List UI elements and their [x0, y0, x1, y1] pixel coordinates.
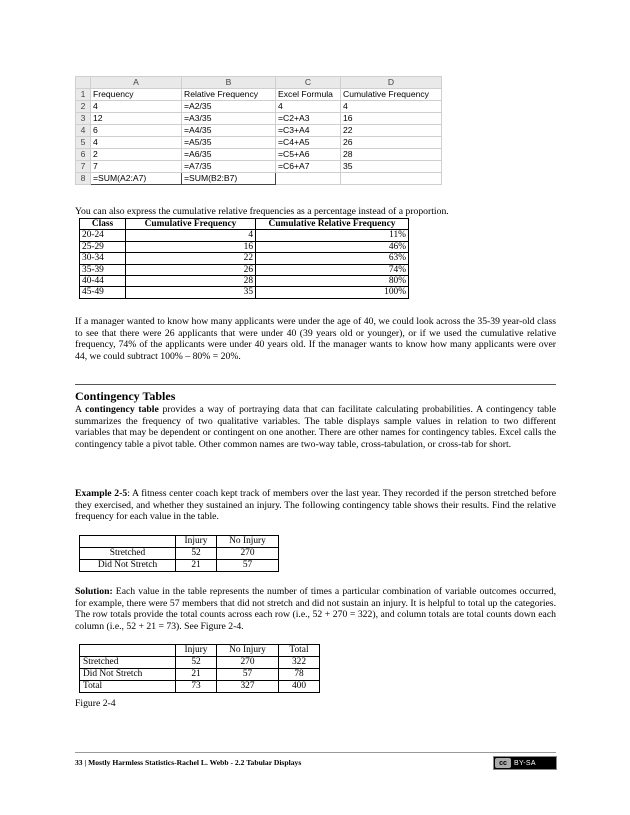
excel-row: 8 =SUM(A2:A7) =SUM(B2:B7): [76, 173, 442, 185]
table-row: Stretched 52 270 322: [80, 657, 320, 669]
table-row: Stretched 52 270: [80, 548, 279, 560]
cumulative-frequency-table: [79, 218, 409, 299]
excel-col-header: D: [341, 77, 442, 89]
excel-row: 1 Frequency Relative Frequency Excel Formula Cumulative Frequency: [76, 89, 442, 101]
term-contingency-table: contingency table: [85, 404, 159, 415]
excel-row: 5 4 =A5/35 =C4+A5 26: [76, 137, 442, 149]
excel-screenshot: [75, 76, 442, 185]
excel-corner: [76, 77, 91, 89]
paragraph-example: Example 2-5: A fitness center coach kept track of members over the last year. They recorded if the person stretched before they exercised, and whether they sustained an injury. The following contingency table shows their results. Find the relative frequency for each value in the table.: [75, 488, 556, 523]
table-row: Did Not Stretch 21 57: [80, 560, 279, 572]
figure-caption: Figure 2-4: [75, 698, 116, 709]
table-header: Injury: [176, 645, 217, 657]
excel-col-header: B: [182, 77, 276, 89]
excel-row: 4 6 =A4/35 =C3+A4 22: [76, 125, 442, 137]
solution-label: Solution:: [75, 586, 113, 597]
example-label: Example 2-5: [75, 488, 128, 499]
table-row: 30-34 22 63%: [80, 253, 409, 264]
section-title: Contingency Tables: [75, 389, 176, 403]
section-divider: [75, 384, 556, 385]
creative-commons-icon: cc: [495, 758, 511, 768]
paragraph-percentage-intro: You can also express the cumulative relative frequencies as a percentage instead of a proportion.: [75, 206, 449, 217]
table-header: No Injury: [217, 536, 279, 548]
paragraph-contingency-definition: A contingency table provides a way of portraying data that can facilitate calculating probabilities. A contingency table summarizes the frequency of two qualitative variables. The table displays sample values in relation to two different variables that may be dependent or contingent on one another. There are other names for contingency tables. Excel calls the contingency table a pivot table. Other common names are two-way table, cross-tabulation, or cross-tab for short.: [75, 404, 557, 450]
contingency-totals-table: [79, 644, 320, 693]
paragraph-manager-example: If a manager wanted to know how many applicants were under the age of 40, we could look across the 35-39 year-old class to see that there were 26 applicants that were under 40 (39 years old or younger), or if we used the cumulative relative frequency, 74% of the applicants were under 40 years old. If the manager wants to know how many applicants were over 44, we could subtract 100% – 80% = 20%.: [75, 316, 556, 362]
excel-row: 2 4 =A2/35 4 4: [76, 101, 442, 113]
excel-row: 7 7 =A7/35 =C6+A7 35: [76, 161, 442, 173]
paragraph-solution: Solution: Each value in the table represents the number of times a particular combination of variable outcomes occurred, for example, there were 57 members that did not stretch and did not sustain an injury. It is helpful to total up the categories. The row totals provide the total counts across each row (i.e., 52 + 270 = 322), and column totals are total counts down each column (i.e., 52 + 21 = 73). See Figure 2-4.: [75, 586, 556, 632]
table-row: 40-44 28 80%: [80, 276, 409, 287]
footer-divider: [75, 752, 556, 753]
excel-row: 3 12 =A3/35 =C2+A3 16: [76, 113, 442, 125]
table-row: 20-24 4 11%: [80, 230, 409, 241]
table-row: 25-29 16 46%: [80, 241, 409, 252]
table-header: Injury: [176, 536, 217, 548]
table-row: Total 73 327 400: [80, 681, 320, 693]
excel-row: 6 2 =A6/35 =C5+A6 28: [76, 149, 442, 161]
table-header: Class: [80, 219, 126, 230]
page-footer: 33 | Mostly Harmless Statistics-Rachel L. Webb - 2.2 Tabular Displays: [75, 758, 302, 767]
license-text: BY-SA: [514, 759, 536, 767]
table-header: Total: [279, 645, 320, 657]
table-row: Did Not Stretch 21 57 78: [80, 669, 320, 681]
table-header: Cumulative Relative Frequency: [256, 219, 409, 230]
cc-license-badge[interactable]: [493, 756, 557, 770]
table-row: 45-49 35 100%: [80, 287, 409, 298]
contingency-table: [79, 535, 279, 572]
table-row: 35-39 26 74%: [80, 264, 409, 275]
excel-col-header: A: [91, 77, 182, 89]
excel-col-header: C: [276, 77, 341, 89]
table-header: Cumulative Frequency: [126, 219, 256, 230]
table-header: No Injury: [217, 645, 279, 657]
